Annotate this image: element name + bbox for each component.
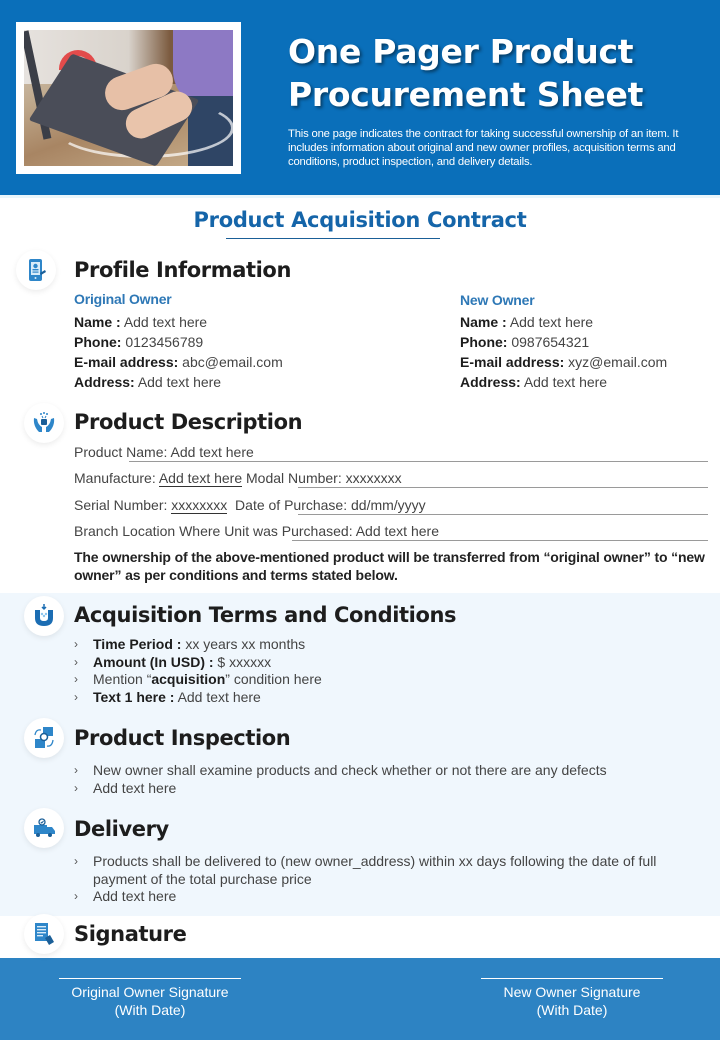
section-title-inspection: Product Inspection xyxy=(74,726,291,750)
purchase-date-rule xyxy=(298,514,708,515)
page-subtitle: This one page indicates the contract for taking successful ownership of an item. It includes information about original and new owner profiles, acquisition terms and conditions, product inspection, and delivery details. xyxy=(288,128,679,168)
branch-location-field[interactable]: Branch Location Where Unit was Purchased: Add text here xyxy=(74,521,708,541)
new-owner-phone: Phone: 0987654321 xyxy=(460,334,590,350)
original-owner-heading: Original Owner xyxy=(74,291,172,307)
section-title-delivery: Delivery xyxy=(74,817,169,841)
document-sign-icon xyxy=(31,921,57,947)
magnet-people-icon xyxy=(31,603,57,629)
terms-item-acquisition-condition: › Mention “acquisition” condition here xyxy=(74,671,322,688)
hands-holding-product-icon xyxy=(31,410,57,436)
serial-value[interactable]: xxxxxxxx xyxy=(171,497,228,513)
delivery-item: › Add text here xyxy=(74,888,177,905)
product-name-field[interactable]: Product Name: Add text here xyxy=(74,442,708,462)
boxes-inspection-icon xyxy=(31,725,57,751)
section-title-product-description: Product Description xyxy=(74,410,303,434)
ownership-transfer-note: The ownership of the above-mentioned product will be transferred from “original owner” to “new owner” as per conditions and terms stated below. xyxy=(74,549,705,583)
chevron-right-icon: › xyxy=(74,763,78,777)
branch-location-rule xyxy=(292,540,708,541)
contract-title-underline xyxy=(226,238,440,239)
product-description-icon-circle xyxy=(24,403,64,443)
delivery-list xyxy=(74,853,694,906)
section-title-signature: Signature xyxy=(74,922,187,946)
section-title-terms: Acquisition Terms and Conditions xyxy=(74,603,457,627)
new-owner-name: Name : Add text here xyxy=(460,314,594,330)
inspection-item: › New owner shall examine products and check whether or not there are any defects xyxy=(74,762,607,778)
manufacture-modal-field[interactable]: Manufacture: Add text here Modal Number: xxxxxxxx xyxy=(74,468,708,488)
new-owner-heading: New Owner xyxy=(460,292,535,308)
serial-date-field[interactable]: Serial Number: xxxxxxxx Date of Purchase: dd/mm/yyyy xyxy=(74,495,708,515)
chevron-right-icon: › xyxy=(74,889,78,904)
product-name-rule xyxy=(129,461,708,462)
chevron-right-icon: › xyxy=(74,672,78,687)
inspection-item: › Add text here xyxy=(74,779,177,796)
inspection-list xyxy=(74,762,607,797)
header-divider xyxy=(0,195,720,198)
section-title-profile: Profile Information xyxy=(74,258,292,282)
new-owner-address: Address: Add text here xyxy=(460,374,608,390)
original-owner-phone: Phone: 0123456789 xyxy=(74,334,204,350)
terms-item-amount: › Amount (In USD) : $ xxxxxx xyxy=(74,653,272,670)
chevron-right-icon: › xyxy=(74,637,78,651)
terms-list xyxy=(74,636,322,707)
original-owner-address: Address: Add text here xyxy=(74,374,222,390)
profile-icon-circle xyxy=(16,250,56,290)
contract-title: Product Acquisition Contract xyxy=(193,208,527,232)
chevron-right-icon: › xyxy=(74,690,78,705)
chevron-right-icon: › xyxy=(74,780,78,795)
chevron-right-icon: › xyxy=(74,854,78,868)
original-owner-signature-line xyxy=(59,978,241,979)
mobile-profile-icon xyxy=(23,257,49,283)
delivery-item: › Products shall be delivered to (new owner_address) within xx days following the date of full payment of the total purchase price xyxy=(74,853,657,887)
header-banner xyxy=(0,0,720,195)
original-owner-email: E-mail address: abc@email.com xyxy=(74,354,283,370)
original-owner-signature[interactable]: Original Owner Signature (With Date) xyxy=(59,978,241,1019)
delivery-icon-circle xyxy=(24,808,64,848)
header-photo-frame xyxy=(16,22,241,174)
terms-item-time-period: › Time Period : xx years xx months xyxy=(74,636,306,652)
new-owner-signature[interactable]: New Owner Signature (With Date) xyxy=(481,978,663,1019)
page-title xyxy=(288,30,708,116)
inspection-icon-circle xyxy=(24,718,64,758)
new-owner-email: E-mail address: xyz@email.com xyxy=(460,354,668,370)
chevron-right-icon: › xyxy=(74,654,78,669)
terms-item-text-1: › Text 1 here : Add text here xyxy=(74,689,261,706)
page-title-line-2: Procurement Sheet xyxy=(288,75,644,114)
header-photo xyxy=(24,30,233,166)
new-owner-signature-line xyxy=(481,978,663,979)
page-title-line-1: One Pager Product xyxy=(288,32,634,71)
modal-number-rule xyxy=(298,487,708,488)
delivery-truck-icon xyxy=(31,815,57,841)
manufacture-value[interactable]: Add text here xyxy=(158,470,243,486)
signature-icon-circle xyxy=(24,914,64,954)
original-owner-name: Name : Add text here xyxy=(74,314,208,330)
terms-icon-circle xyxy=(24,596,64,636)
